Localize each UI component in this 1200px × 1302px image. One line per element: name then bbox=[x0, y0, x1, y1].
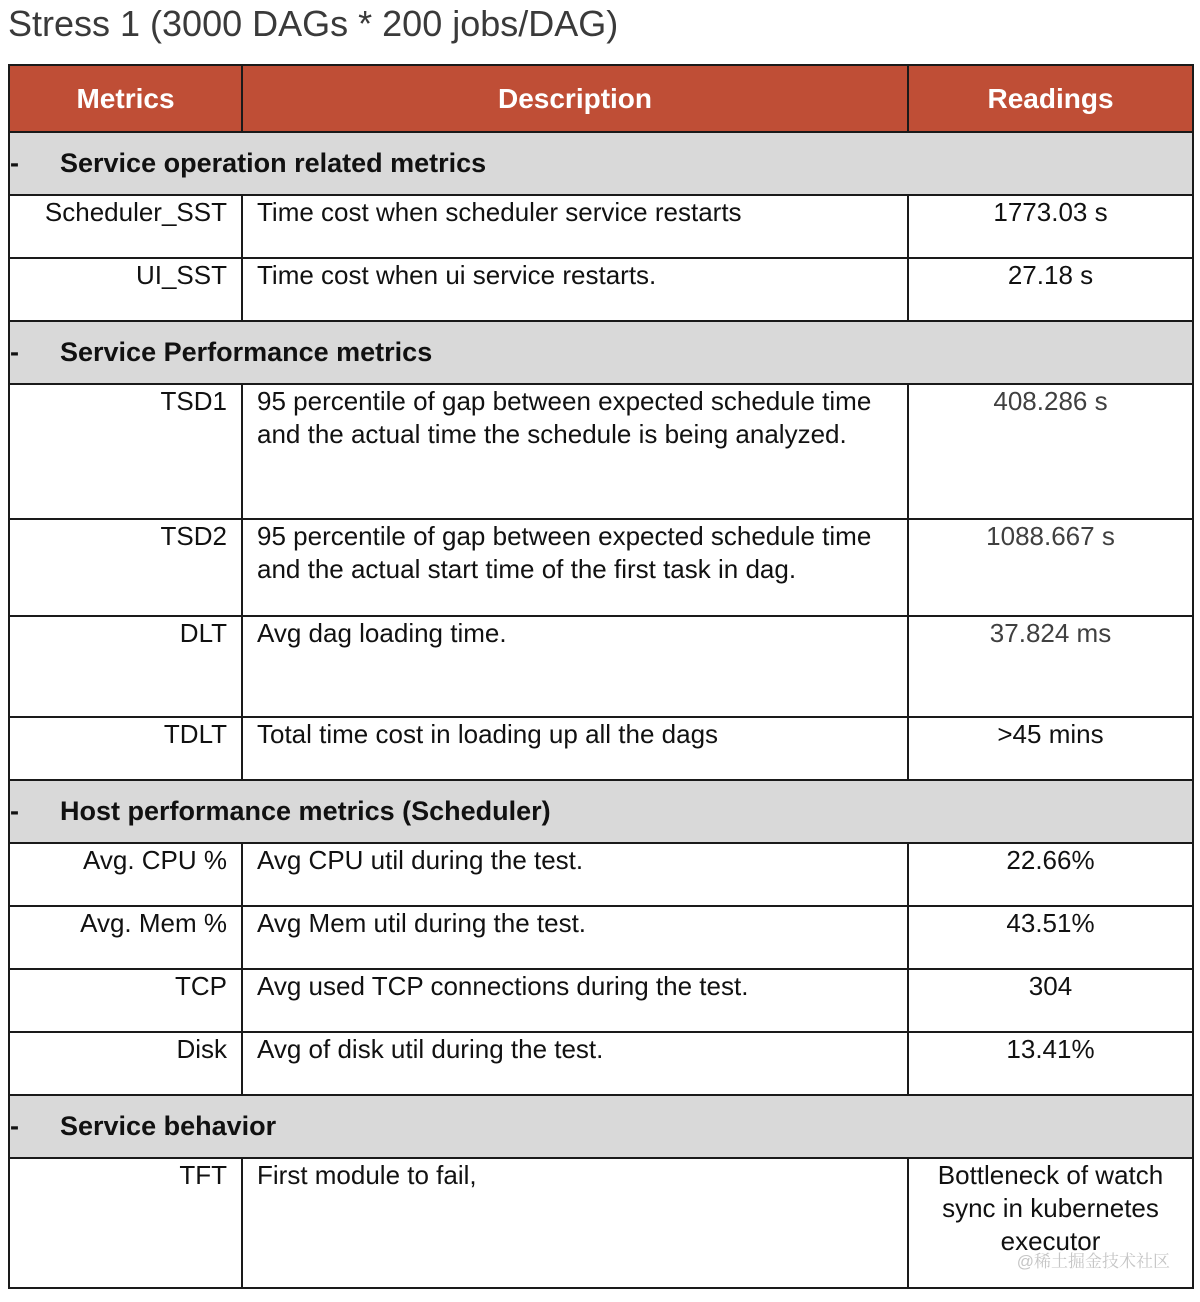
reading-cell: 43.51% bbox=[908, 906, 1193, 969]
table-row bbox=[9, 616, 1193, 717]
description-cell: Avg dag loading time. bbox=[242, 616, 908, 717]
description-cell: 95 percentile of gap between expected schedule time and the actual start time of the first task in dag. bbox=[242, 519, 908, 616]
reading-cell: 1088.667 s bbox=[908, 519, 1193, 616]
reading-cell: 13.41% bbox=[908, 1032, 1193, 1095]
metric-cell: TCP bbox=[9, 969, 242, 1032]
description-cell: 95 percentile of gap between expected schedule time and the actual time the schedule is being analyzed. bbox=[242, 384, 908, 519]
table-header-row bbox=[9, 65, 1193, 132]
section-label: Host performance metrics (Scheduler) bbox=[60, 796, 551, 826]
table-row bbox=[9, 195, 1193, 258]
section-row bbox=[9, 321, 1193, 384]
metric-cell: Avg. Mem % bbox=[9, 906, 242, 969]
reading-cell: 37.824 ms bbox=[908, 616, 1193, 717]
section-bullet: - bbox=[10, 1111, 19, 1141]
section-row bbox=[9, 132, 1193, 195]
table-row bbox=[9, 258, 1193, 321]
reading-cell: 408.286 s bbox=[908, 384, 1193, 519]
section-label: Service Performance metrics bbox=[60, 337, 433, 367]
section-heading bbox=[9, 780, 1193, 843]
reading-cell: 1773.03 s bbox=[908, 195, 1193, 258]
table-row bbox=[9, 906, 1193, 969]
section-row bbox=[9, 780, 1193, 843]
metric-cell: Avg. CPU % bbox=[9, 843, 242, 906]
metric-cell: TDLT bbox=[9, 717, 242, 780]
reading-cell: 22.66% bbox=[908, 843, 1193, 906]
table-row bbox=[9, 1032, 1193, 1095]
section-bullet: - bbox=[10, 148, 19, 178]
table-row bbox=[9, 519, 1193, 616]
description-cell: Avg used TCP connections during the test. bbox=[242, 969, 908, 1032]
description-cell: Total time cost in loading up all the dags bbox=[242, 717, 908, 780]
reading-cell: 304 bbox=[908, 969, 1193, 1032]
header-metrics: Metrics bbox=[9, 65, 242, 132]
reading-cell: >45 mins bbox=[908, 717, 1193, 780]
metric-cell: UI_SST bbox=[9, 258, 242, 321]
description-cell: Avg of disk util during the test. bbox=[242, 1032, 908, 1095]
section-heading bbox=[9, 132, 1193, 195]
watermark: @稀土掘金技术社区 bbox=[1016, 1252, 1170, 1271]
metrics-table bbox=[8, 64, 1194, 1289]
description-cell: First module to fail, bbox=[242, 1158, 908, 1288]
reading-cell: 27.18 s bbox=[908, 258, 1193, 321]
description-cell: Avg CPU util during the test. bbox=[242, 843, 908, 906]
table-row bbox=[9, 717, 1193, 780]
reading-cell: Bottleneck of watch sync in kubernetes executor bbox=[908, 1158, 1193, 1288]
description-cell: Time cost when ui service restarts. bbox=[242, 258, 908, 321]
section-label: Service operation related metrics bbox=[60, 148, 487, 178]
header-readings: Readings bbox=[908, 65, 1193, 132]
section-heading bbox=[9, 1095, 1193, 1158]
section-bullet: - bbox=[10, 796, 19, 826]
metric-cell: TSD2 bbox=[9, 519, 242, 616]
table-row bbox=[9, 384, 1193, 519]
section-bullet: - bbox=[10, 337, 19, 367]
table-row bbox=[9, 969, 1193, 1032]
table-row bbox=[9, 843, 1193, 906]
metric-cell: Disk bbox=[9, 1032, 242, 1095]
metric-cell: Scheduler_SST bbox=[9, 195, 242, 258]
table-row bbox=[9, 1158, 1193, 1288]
section-label: Service behavior bbox=[60, 1111, 277, 1141]
metric-cell: DLT bbox=[9, 616, 242, 717]
header-description: Description bbox=[242, 65, 908, 132]
section-row bbox=[9, 1095, 1193, 1158]
section-heading bbox=[9, 321, 1193, 384]
description-cell: Avg Mem util during the test. bbox=[242, 906, 908, 969]
metric-cell: TSD1 bbox=[9, 384, 242, 519]
metric-cell: TFT bbox=[9, 1158, 242, 1288]
description-cell: Time cost when scheduler service restarts bbox=[242, 195, 908, 258]
page-title: Stress 1 (3000 DAGs * 200 jobs/DAG) bbox=[8, 3, 619, 44]
